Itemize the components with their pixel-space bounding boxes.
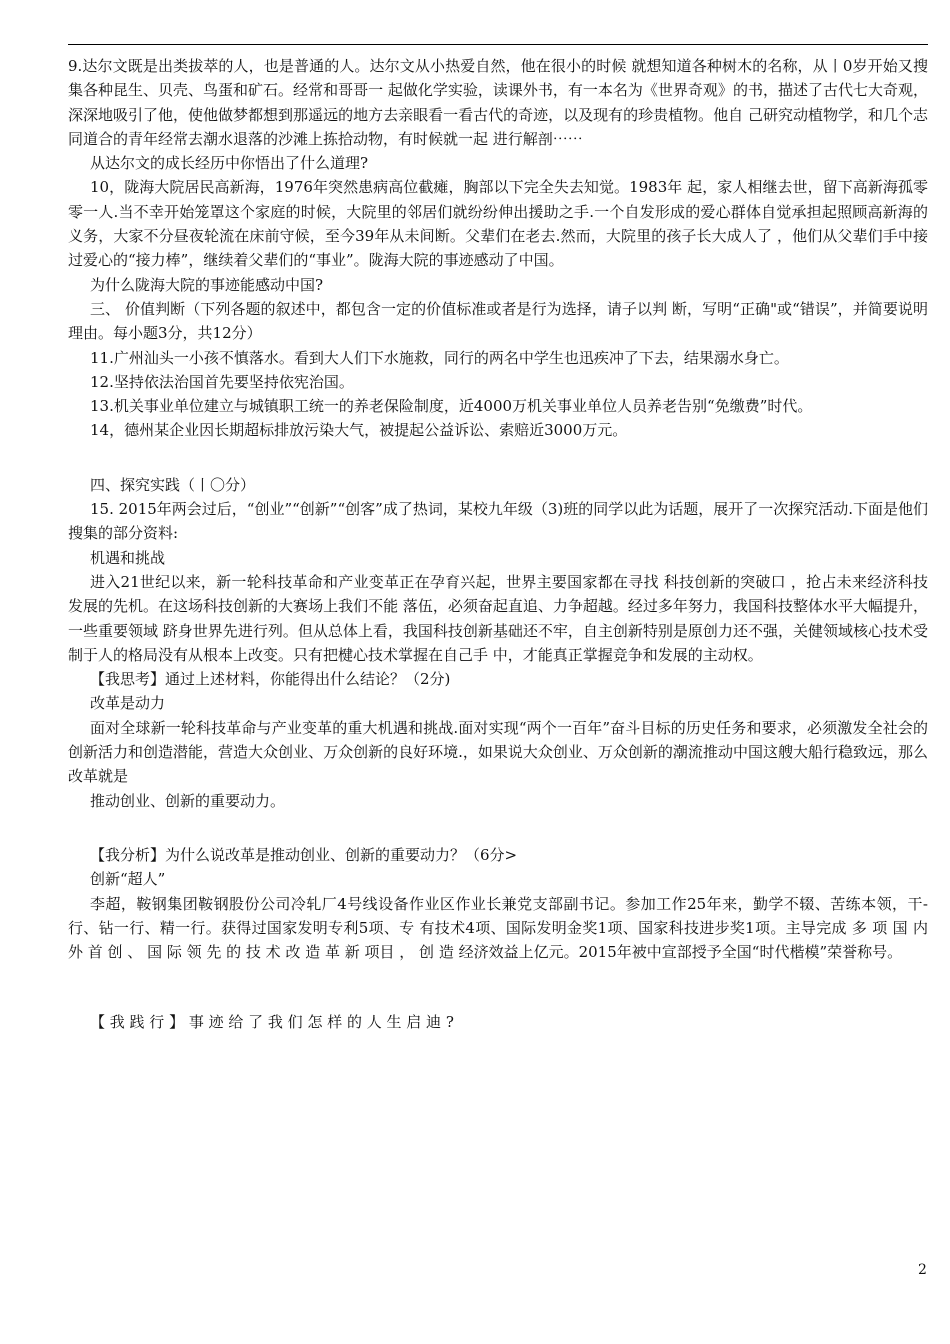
part-1-text: 进入21世纪以来，新一轮科技革命和产业变革正在孕育兴起，世界主要国家都在寻找 科技创新的突破口 ，抢占未来经济科技发展的先机。在这场科技创新的大赛场上我们不能 落伍，必须奋起直追、力争超越。经过多年努力，我国科技整体水平大幅提升，一些重要领域 跻身世界先进行列。但从总体上看，我国科技创新基础还不牢，自主创新特别是原创力还不强，关健领域核心技术受制于人的格局没有从根本上改变。只有把楗心技术掌握在自己手 中，才能真正掌握竞争和发展的主动权。 (68, 572, 928, 664)
part-3-text: 李超，鞍钢集团鞍钢股份公司冷轧厂4号线设备作业区作业长兼党支部副书记。参加工作25年来，勤学不辍、苦练本领，干-行、钻一行、精一行。获得过国家发明专利5项、专 有技术4项、国际发明金奖1项、国家科技进步奖1项。主导完成 多 项 国 内 外 首 创 、 国 际 领 先 的 技 术 改 造 革 新 项目 ， 创 造 经济效益上亿元。2015年被中宣部授予全国“时代楷模”荣誉称号。 (68, 894, 928, 962)
part-3-question: 【 我 践 行 】 事 迹 给 了 我 们 怎 样 的 人 生 启 迪 ? (90, 1013, 454, 1032)
question-9: 9.达尔文既是出类拔萃的人，也是普通的人。达尔文从小热爱自然，他在很小的时候 就想知道各种树木的名称，从丨0岁开始又搜集各种昆生、贝壳、鸟蛋和矿石。经常和哥哥一 起做化学实验，读课外书，有一本名为《世界奇观》的书，描述了古代七大奇观，深深地吸引了他，使他做梦都想到那遥远的地方去亲眼看一看古代的奇迹，以及现有的珍贵植物。他自 己研究动植物学，和几个志同道合的青年经常去潮水退落的沙滩上拣拾动物，有时候就一起 进行解剖⋯⋯ (68, 57, 928, 148)
section-3-heading: 三、 价值判断（下列各题的叙述中，都包含一定的价值标准或者是行为选择，请子以判 断，写明“正确"或“错误”，并简要说明理由。每小题3分，共12分） (68, 299, 928, 343)
part-1-question: 【我思考】通过上述材料，你能得出什么结论？（2分) (90, 670, 451, 689)
section-4-heading: 四、探究实践（丨〇分） (90, 475, 256, 494)
part-1-title: 机遇和挑战 (90, 548, 166, 567)
question-15-intro: 15. 2015年两会过后，“创业”“创新”“创客”成了热词，某校九年级（3)班的同学以此为话题，展开了一次探究活动.下面是他们搜集的部分资料: (68, 500, 928, 543)
document-body (68, 54, 928, 1035)
part-2-question: 【我分析】为什么说改革是推动创业、创新的重要动力？（6分> (90, 845, 518, 864)
question-10: 10，陇海大院居民高新海，1976年突然患病高位截瘫，胸部以下完全失去知觉。1983年 起，家人相继去世，留下高新海孤零零一人.当不幸开始笼罩这个家庭的时候，大院里的邻居们就纷纷伸出援助之手.一个自发形成的爱心群体自觉承担起照顾高新海的义务，大家不分昼夜轮流在床前守候，至今39年从未间断。父辈们在老去.然而，大院里的孩子长大成人了 ，他们从父辈们手中接过爱心的“接力棒”，继续着父辈们的“事业”。陇海大院的事迹感动了中国。 (68, 178, 928, 270)
page-number: 2 (918, 1262, 927, 1278)
question-9-prompt: 从达尔文的成长经历中你悟出了什么道理? (90, 154, 369, 173)
question-13: 13.机关事业单位建立与城镇职工统一的养老保险制度，近4000万机关事业单位人员养老告别“免缴费”时代。 (90, 397, 813, 416)
question-14: 14，德州某企业因长期超标排放污染大气，被提起公益诉讼、索赔近3000万元。 (90, 421, 628, 440)
question-12: 12.坚持依法治国首先要坚持依宪治国。 (90, 372, 354, 391)
question-10-prompt: 为什么陇海大院的事迹能感动中国? (90, 275, 324, 294)
part-2-title: 改革是动力 (90, 694, 166, 713)
part-2-text: 面对全球新一轮科技革命与产业变革的重大机遇和挑战.面对实现“两个一百年”奋斗目标的历史任务和要求，必须激发全社会的创新活力和创造潜能，营造大众创业、万众创新的良好环境.，如果说大众创业、万众创新的潮流推动中国这艘大船行稳致远，那么改革就是 (68, 718, 928, 786)
part-3-title: 创新“超人” (90, 870, 166, 889)
header-rule (68, 44, 928, 45)
part-2-text-continued: 推动创业、创新的重要动力。 (90, 791, 286, 810)
question-11: 11.广州汕头一小孩不慎落水。看到大人们下水施救，同行的两名中学生也迅疾冲了下去，结果溺水身亡。 (90, 348, 789, 367)
